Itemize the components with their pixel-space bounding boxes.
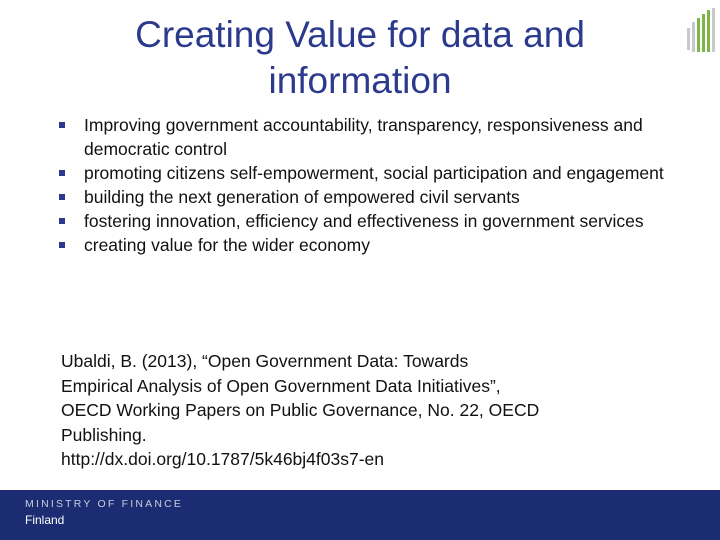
bullet-item: [50, 233, 690, 257]
ministry-name: MINISTRY OF FINANCE: [25, 498, 184, 510]
bullet-item: [50, 113, 690, 161]
bullet-text: building the next generation of empowered civil servants: [84, 187, 520, 207]
country-name: Finland: [25, 513, 65, 527]
citation-line: Publishing.: [61, 424, 147, 445]
bullet-list: [50, 113, 690, 257]
square-bullet-icon: [59, 242, 65, 248]
square-bullet-icon: [59, 218, 65, 224]
square-bullet-icon: [59, 194, 65, 200]
citation-block: [61, 349, 661, 472]
bullet-item: [50, 209, 690, 233]
bullet-item: [50, 185, 690, 209]
square-bullet-icon: [59, 122, 65, 128]
bullet-text: fostering innovation, efficiency and effectiveness in government services: [84, 211, 644, 231]
footer-bar: [0, 490, 720, 540]
citation-line: Ubaldi, B. (2013), “Open Government Data: Towards: [61, 351, 469, 371]
citation-line: OECD Working Papers on Public Governance, No. 22, OECD: [61, 400, 540, 420]
square-bullet-icon: [59, 170, 65, 176]
citation-link[interactable]: http://dx.doi.org/10.1787/5k46bj4f03s7-en: [61, 449, 385, 469]
slide-title: Creating Value for data and information: [135, 14, 585, 101]
bullet-text: creating value for the wider economy: [84, 235, 370, 255]
citation-line: Empirical Analysis of Open Government Data Initiatives”,: [61, 375, 501, 396]
bullet-text: promoting citizens self-empowerment, social participation and engagement: [84, 163, 664, 183]
bullet-item: [50, 161, 690, 185]
finance-bars-logo-icon: [687, 8, 715, 60]
bullet-text: Improving government accountability, transparency, responsiveness and democratic control: [84, 115, 643, 159]
